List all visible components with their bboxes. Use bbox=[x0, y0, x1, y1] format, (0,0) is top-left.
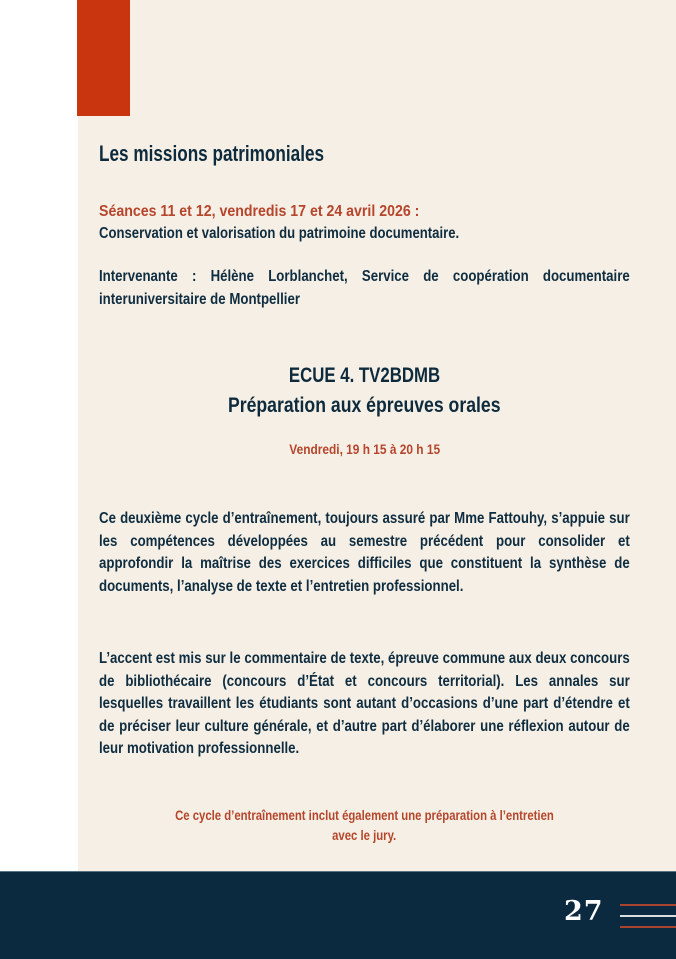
footer-rule-red bbox=[620, 926, 676, 928]
session-date: Séances 11 et 12, vendredis 17 et 24 avril 2026 : bbox=[99, 203, 420, 220]
speaker-info bbox=[99, 266, 630, 311]
course-note bbox=[99, 806, 630, 846]
course-paragraph bbox=[99, 508, 630, 598]
course-schedule-text: Vendredi, 19 h 15 à 20 h 15 bbox=[289, 441, 440, 457]
course-code-text: ECUE 4. TV2BDMB bbox=[288, 364, 441, 387]
course-schedule bbox=[99, 441, 630, 457]
course-paragraph bbox=[99, 648, 630, 761]
page-number: 27 bbox=[564, 896, 604, 927]
course-title-text: Préparation aux épreuves orales bbox=[228, 394, 501, 417]
course-code bbox=[99, 364, 630, 388]
footer-rule-red bbox=[620, 904, 676, 906]
footer-rule-white bbox=[620, 915, 676, 917]
paragraph-text: Ce deuxième cycle d’entraînement, toujours assuré par Mme Fattouhy, s’appuie sur les compétences développées au semestre précédent pour consolider et approfondir la maîtrise des exercices difficiles que constituent la synthèse de documents, l’analyse de texte et l’entretien professionnel. bbox=[99, 510, 630, 595]
paragraph-text: L’accent est mis sur le commentaire de texte, épreuve commune aux deux concours de bibliothécaire (concours d’État et concours territorial). Les annales sur lesquelles travaillent les étudiants sont autant d’occasions d’une part d’étendre et de préciser leur culture générale, et d’autre part d’élaborer une réflexion autour de leur motivation professionnelle. bbox=[99, 650, 630, 758]
course-title bbox=[99, 394, 630, 418]
speaker-text: Intervenante : Hélène Lorblanchet, Service de coopération documentaire interuniversitaire de Montpellier bbox=[99, 268, 630, 308]
accent-bar bbox=[77, 0, 130, 116]
note-line: avec le jury. bbox=[332, 828, 397, 843]
section-title: Les missions patrimoniales bbox=[99, 141, 325, 166]
page-footer bbox=[0, 871, 676, 959]
note-line: Ce cycle d’entraînement inclut également une préparation à l’entretien bbox=[175, 808, 554, 823]
session-topic: Conservation et valorisation du patrimoine documentaire. bbox=[99, 225, 460, 242]
